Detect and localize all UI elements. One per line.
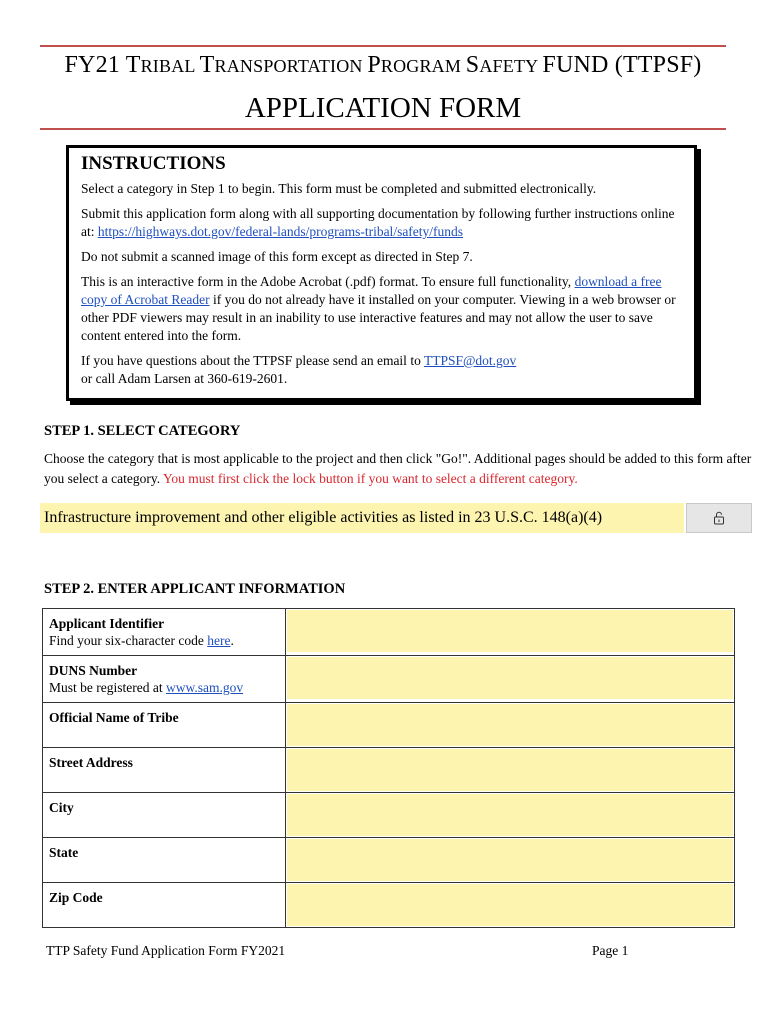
acrobat-reader-link[interactable]: download a free copy of Acrobat Reader bbox=[81, 274, 662, 307]
street-address-cell bbox=[286, 748, 735, 793]
state-cell bbox=[286, 838, 735, 883]
table-row bbox=[43, 703, 735, 748]
step1-title: STEP 1. SELECT CATEGORY bbox=[44, 423, 241, 439]
unlock-icon bbox=[713, 511, 725, 525]
header-bottom-rule bbox=[40, 128, 726, 130]
table-row bbox=[43, 609, 735, 656]
table-row bbox=[43, 656, 735, 703]
lock-button[interactable] bbox=[686, 503, 752, 533]
instructions-p4: This is an interactive form in the Adobe Acrobat (.pdf) format. To ensure full functionality, download a free copy of Acrobat Reader if you do not already have it installed on your computer. Viewing in a web browser or other PDF viewers may result in an inability to use interactive features and may not allow the user to save content entered into the form. bbox=[81, 274, 676, 343]
zip-code-label: Zip Code bbox=[43, 883, 286, 928]
applicant-identifier-field[interactable] bbox=[287, 610, 733, 652]
form-subtitle: APPLICATION FORM bbox=[244, 92, 522, 124]
footer-page-number: Page 1 bbox=[592, 943, 629, 958]
zip-code-field[interactable] bbox=[287, 884, 733, 926]
instructions-p1: Select a category in Step 1 to begin. This form must be completed and submitted electronically. bbox=[81, 181, 597, 196]
form-title: FY21 TRIBAL TRANSPORTATION PROGRAM SAFETY FUND (TTPSF) bbox=[64, 52, 702, 78]
table-row bbox=[43, 793, 735, 838]
instructions-heading: INSTRUCTIONS bbox=[81, 153, 226, 174]
table-row bbox=[43, 838, 735, 883]
city-cell bbox=[286, 793, 735, 838]
header-top-rule bbox=[40, 45, 726, 47]
table-row bbox=[43, 748, 735, 793]
state-field[interactable] bbox=[287, 839, 733, 881]
applicant-identifier-label: Applicant Identifier Find your six-character code here. bbox=[43, 609, 286, 656]
applicant-code-link[interactable]: here bbox=[207, 633, 231, 648]
tribe-name-field[interactable] bbox=[287, 704, 733, 746]
street-address-label: Street Address bbox=[43, 748, 286, 793]
tribe-name-label: Official Name of Tribe bbox=[43, 703, 286, 748]
step1-warning: You must first click the lock button if you want to select a different category. bbox=[162, 471, 578, 486]
sam-gov-link[interactable]: www.sam.gov bbox=[165, 680, 244, 695]
tribe-name-cell bbox=[286, 703, 735, 748]
funds-link[interactable]: https://highways.dot.gov/federal-lands/programs-tribal/safety/funds bbox=[97, 224, 464, 239]
step2-title: STEP 2. ENTER APPLICANT INFORMATION bbox=[44, 581, 346, 597]
state-label: State bbox=[43, 838, 286, 883]
instructions-box bbox=[66, 145, 697, 401]
applicant-identifier-cell bbox=[286, 609, 735, 656]
footer-form-name: TTP Safety Fund Application Form FY2021 bbox=[46, 943, 286, 958]
duns-number-label: DUNS Number Must be registered at www.sam.gov bbox=[43, 656, 286, 703]
applicant-info-table bbox=[42, 608, 735, 928]
city-label: City bbox=[43, 793, 286, 838]
instructions-p2: Submit this application form along with all supporting documentation by following further instructions online at: https://highways.dot.gov/federal-lands/programs-tribal/safety/funds bbox=[81, 206, 675, 239]
duns-number-cell bbox=[286, 656, 735, 703]
email-link[interactable]: TTPSF@dot.gov bbox=[423, 353, 517, 368]
city-field[interactable] bbox=[287, 794, 733, 836]
instructions-p5: If you have questions about the TTPSF please send an email to TTPSF@dot.gov or call Adam Larsen at 360-619-2601. bbox=[81, 353, 517, 386]
street-address-field[interactable] bbox=[287, 749, 733, 791]
zip-code-cell bbox=[286, 883, 735, 928]
step1-description: Choose the category that is most applicable to the project and then click "Go!". Additional pages should be added to this form after you select a category. You must first click the lock button if you want to select a different category. bbox=[44, 451, 752, 486]
instructions-p3: Do not submit a scanned image of this form except as directed in Step 7. bbox=[81, 249, 473, 264]
category-select[interactable]: Infrastructure improvement and other eligible activities as listed in 23 U.S.C. 148(a)(4) bbox=[40, 503, 684, 533]
table-row bbox=[43, 883, 735, 928]
duns-number-field[interactable] bbox=[287, 657, 733, 699]
